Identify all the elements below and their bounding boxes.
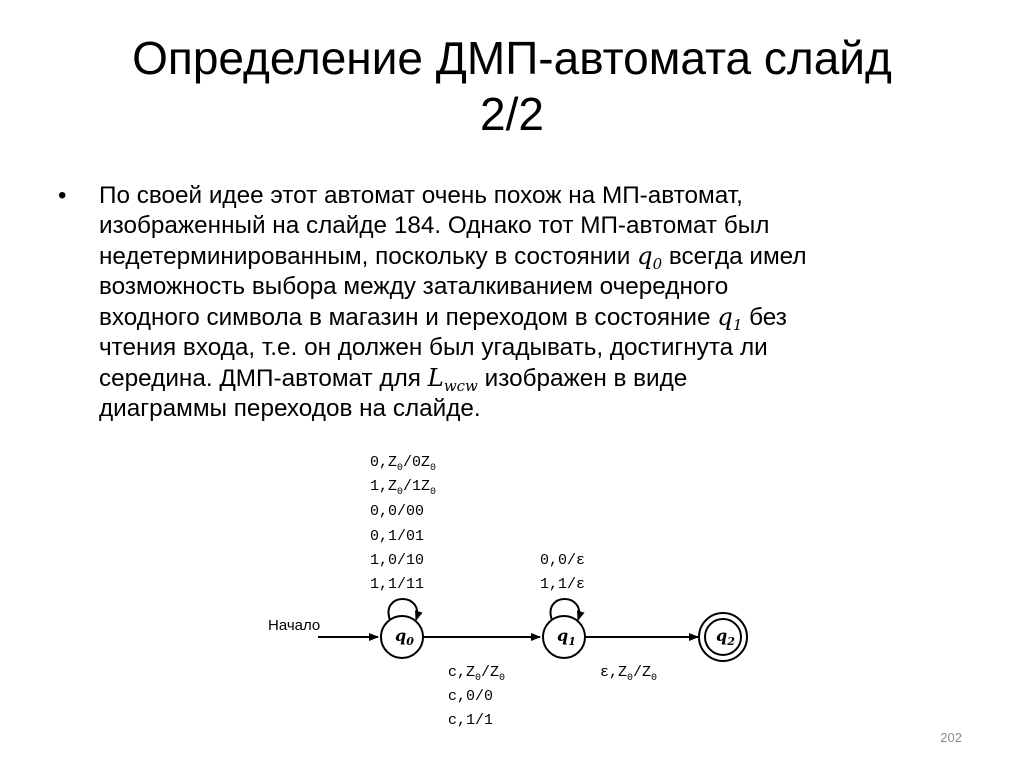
q1-loop-label-2: 1,1/ε xyxy=(540,576,586,593)
bullet-line-4: возможность выбора между заталкиванием очередного xyxy=(99,273,729,300)
q0-loop-label-1: $0,Z_0/0Z_0$ xyxy=(370,454,437,474)
text-segment: изображен в виде xyxy=(477,365,688,392)
q0-loop-label-4: 0,1/01 xyxy=(370,528,425,545)
q0-loop-labels xyxy=(370,454,436,593)
q0-q1-label-1: $c,Z_0/Z_0$ xyxy=(448,664,506,684)
state-q1 xyxy=(543,599,585,658)
q0-loop-label-6: 1,1/11 xyxy=(370,576,425,593)
q0-q1-labels xyxy=(448,664,505,729)
text-segment: середина. ДМП-автомат для xyxy=(99,365,428,392)
bullet-line-8: диаграммы переходов на слайде. xyxy=(99,395,481,422)
q0-label: $q_0$ xyxy=(395,626,414,648)
text-segment: недетерминированным, поскольку в состоянии xyxy=(99,243,638,270)
title-line-1: Определение ДМП-автомата слайд xyxy=(132,32,892,84)
text-segment: входного символа в магазин и переходом в состояние xyxy=(99,304,718,331)
page-number: 202 xyxy=(940,730,962,745)
q0-q1-label-2: c,0/0 xyxy=(448,688,494,705)
bullet-line-2: изображенный на слайде 184. Однако тот МП-автомат был xyxy=(99,212,770,239)
q2-label: $q_2$ xyxy=(716,626,735,648)
bullet-line-1: По своей идее этот автомат очень похож на МП-автомат, xyxy=(99,182,743,209)
q0-loop-label-5: 1,0/10 xyxy=(370,552,425,569)
math-subscript: 1 xyxy=(732,316,743,334)
q0-loop-label-2: $1,Z_0/1Z_0$ xyxy=(370,478,437,498)
q0-q1-label-3: c,1/1 xyxy=(448,712,494,729)
math-letter: q xyxy=(717,302,733,331)
math-letter: q xyxy=(637,241,653,270)
math-subscript: 0 xyxy=(652,255,663,273)
bullet-dot-icon: • xyxy=(58,182,67,209)
text-segment: без xyxy=(742,304,787,331)
bullet-line-6: чтения входа, т.е. он должен был угадывать, достигнута ли xyxy=(99,334,768,361)
q0-loop-label-3: 0,0/00 xyxy=(370,503,425,520)
math-subscript: wcw xyxy=(443,377,478,395)
q1-loop-labels xyxy=(540,552,585,593)
math-letter: L xyxy=(427,363,444,392)
state-q2 xyxy=(699,613,747,661)
state-q0 xyxy=(381,599,423,658)
q1-label: $q_1$ xyxy=(557,626,576,648)
q1-q2-label: $\varepsilon,Z_0/Z_0$ xyxy=(600,664,658,684)
q1-loop-label-1: 0,0/ε xyxy=(540,552,586,569)
text-segment: всегда имел xyxy=(662,243,807,270)
start-label: Начало xyxy=(268,617,321,634)
title-line-2: 2/2 xyxy=(480,88,544,140)
